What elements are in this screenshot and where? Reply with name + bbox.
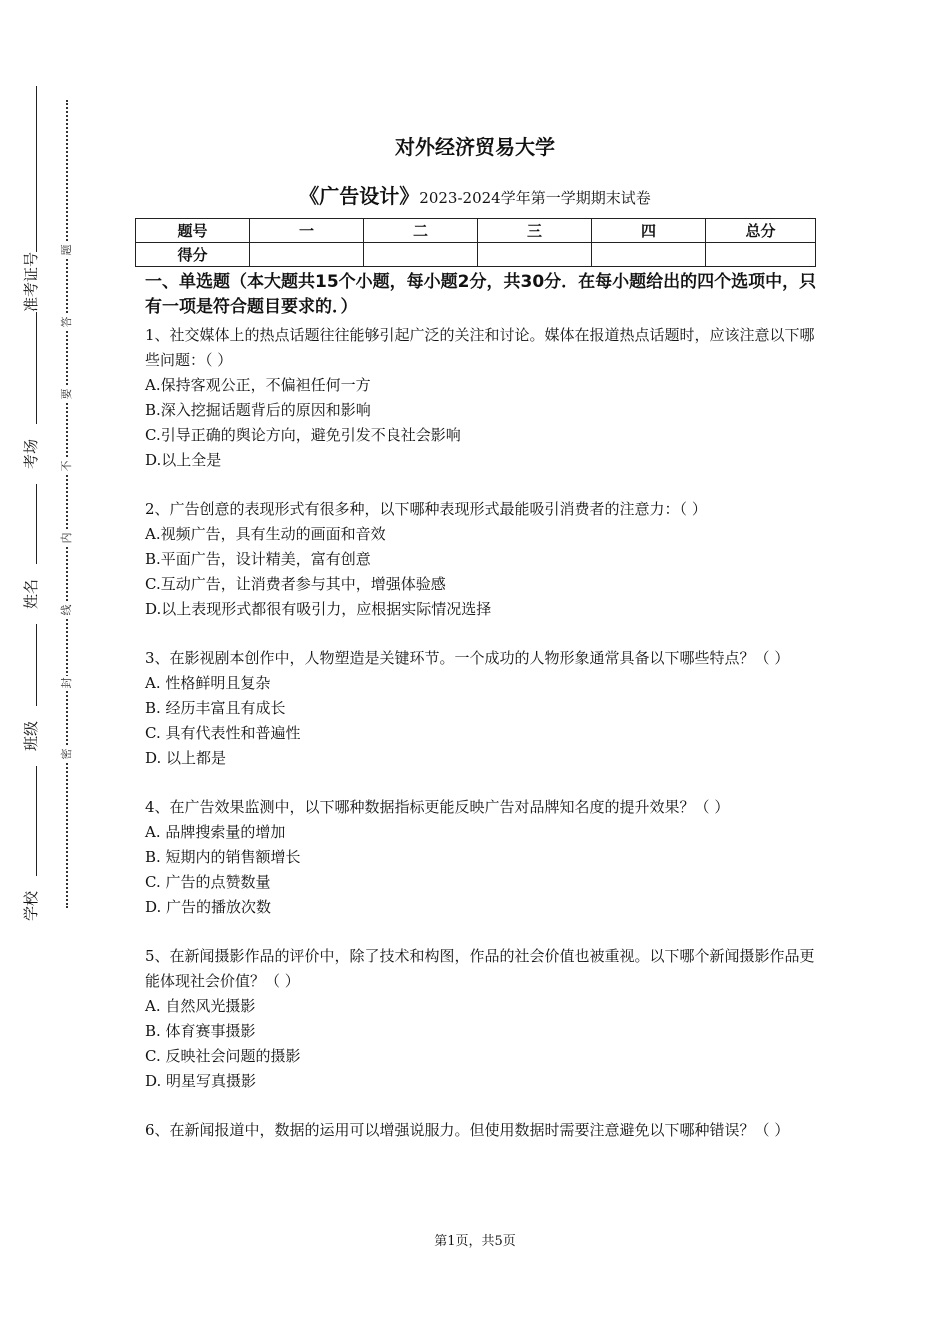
school-label: 学校 <box>20 876 42 936</box>
option: A.保持客观公正，不偏袒任何一方 <box>145 376 371 394</box>
option: C.引导正确的舆论方向，避免引发不良社会影响 <box>145 426 461 444</box>
score-table-cell: 二 <box>364 219 478 243</box>
option: C. 广告的点赞数量 <box>145 873 271 891</box>
question <box>145 1118 817 1143</box>
score-input-cell <box>250 243 364 267</box>
option: D. 以上都是 <box>145 749 227 767</box>
option: D. 明星写真摄影 <box>145 1072 257 1090</box>
seal-char: 线 <box>60 604 73 616</box>
name-label: 姓名 <box>20 564 42 624</box>
question-stem: 3、在影视剧本创作中，人物塑造是关键环节。一个成功的人物形象通常具备以下哪些特点？（ ） <box>145 649 790 667</box>
option: C. 具有代表性和普遍性 <box>145 724 301 742</box>
exam-id-label: 准考证号 <box>22 251 40 312</box>
score-table-cell: 三 <box>478 219 592 243</box>
class-label: 班级 <box>20 706 42 766</box>
option: D.以上表现形式都很有吸引力，应根据实际情况选择 <box>145 600 492 618</box>
score-table-header-row <box>136 219 816 243</box>
exam-room-label: 考场 <box>20 424 42 484</box>
question-stem: 2、广告创意的表现形式有很多种，以下哪种表现形式最能吸引消费者的注意力：（ ） <box>145 500 707 518</box>
option: B.深入挖掘话题背后的原因和影响 <box>145 401 371 419</box>
option: A.视频广告，具有生动的画面和音效 <box>145 525 386 543</box>
seal-char: 不 <box>60 460 73 472</box>
question <box>145 795 817 920</box>
question-stem: 5、在新闻摄影作品的评价中，除了技术和构图，作品的社会价值也被重视。以下哪个新闻摄影作品更能体现社会价值？（ ） <box>145 947 815 990</box>
score-table-cell: 题号 <box>136 219 250 243</box>
university-title: 对外经济贸易大学 <box>395 135 555 159</box>
question <box>145 646 817 771</box>
score-table-cell: 总分 <box>706 219 816 243</box>
option: D. 广告的播放次数 <box>145 898 272 916</box>
option: C. 反映社会问题的摄影 <box>145 1047 301 1065</box>
question <box>145 944 817 1094</box>
score-input-cell <box>364 243 478 267</box>
seal-char: 密 <box>60 748 73 760</box>
score-table-score-row <box>136 243 816 267</box>
exam-subtitle <box>0 180 950 209</box>
seal-char: 答 <box>60 316 73 328</box>
score-table-cell: 得分 <box>136 243 250 267</box>
question <box>145 497 817 622</box>
question-stem: 1、社交媒体上的热点话题往往能够引起广泛的关注和讨论。媒体在报道热点话题时，应该注意以下哪些问题：（ ） <box>145 326 815 369</box>
binding-dotted-line <box>66 100 68 908</box>
option: B. 短期内的销售额增长 <box>145 848 301 866</box>
exam-term: 2023-2024学年第一学期期末试卷 <box>419 189 651 207</box>
score-input-cell <box>706 243 816 267</box>
option: A. 性格鲜明且复杂 <box>145 674 271 692</box>
score-input-cell <box>478 243 592 267</box>
question-stem: 4、在广告效果监测中，以下哪种数据指标更能反映广告对品牌知名度的提升效果？（ ） <box>145 798 730 816</box>
option: B.平面广告，设计精美，富有创意 <box>145 550 371 568</box>
score-table <box>135 218 816 267</box>
section-header: 一、单选题（本大题共15个小题，每小题2分，共30分．在每小题给出的四个选项中，只有一项是符合题目要求的．） <box>145 272 817 317</box>
score-table-cell: 四 <box>592 219 706 243</box>
score-table-cell: 一 <box>250 219 364 243</box>
option: A. 品牌搜索量的增加 <box>145 823 286 841</box>
option: A. 自然风光摄影 <box>145 997 256 1015</box>
seal-char: 封 <box>60 677 73 689</box>
seal-char: 题 <box>60 244 73 256</box>
option: D.以上全是 <box>145 451 222 469</box>
score-input-cell <box>592 243 706 267</box>
page-footer: 第1页，共5页 <box>434 1234 516 1249</box>
seal-char: 内 <box>60 532 73 544</box>
option: C.互动广告，让消费者参与其中，增强体验感 <box>145 575 446 593</box>
binding-solid-line <box>36 86 37 924</box>
exam-content <box>145 270 817 1167</box>
question-stem: 6、在新闻报道中，数据的运用可以增强说服力。但使用数据时需要注意避免以下哪种错误？（ ） <box>145 1121 790 1139</box>
seal-char: 要 <box>60 388 73 400</box>
option: B. 经历丰富且有成长 <box>145 699 286 717</box>
question <box>145 323 817 473</box>
course-name: 《广告设计》 <box>299 184 420 208</box>
option: B. 体育赛事摄影 <box>145 1022 256 1040</box>
